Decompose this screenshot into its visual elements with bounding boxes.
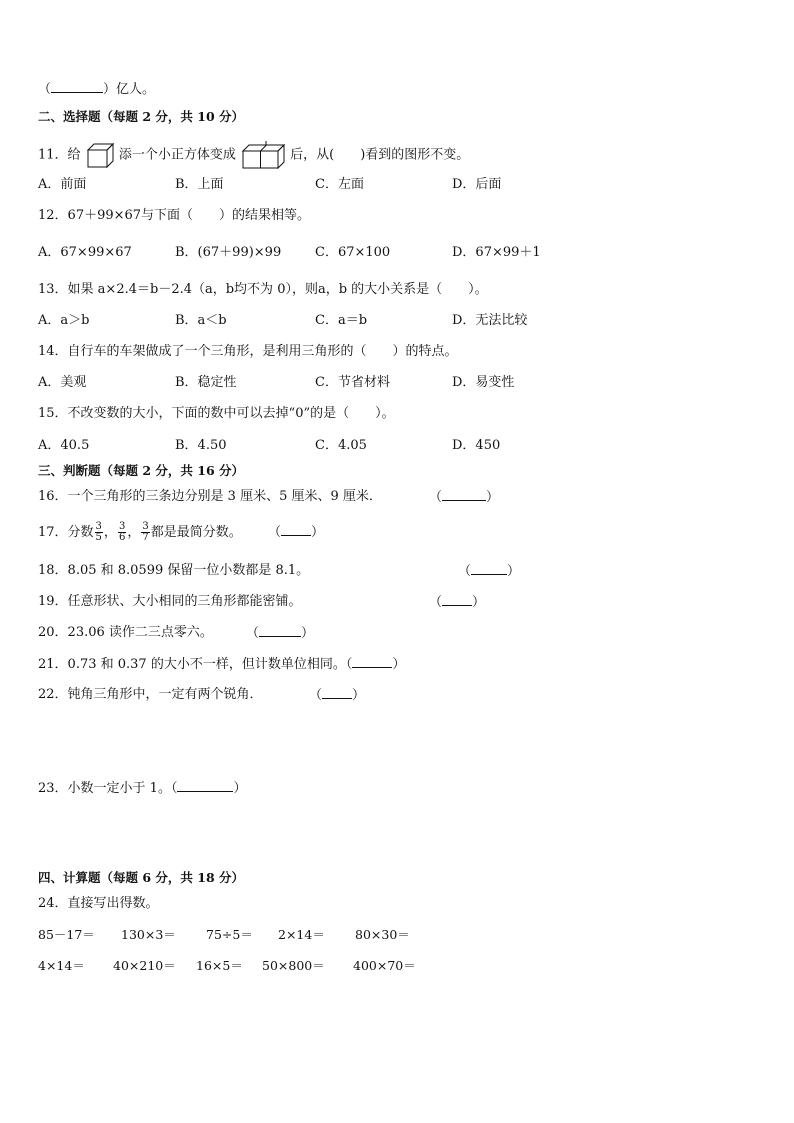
option-13-b: B．a＜b xyxy=(175,313,227,328)
option-13-a: A．a＞b xyxy=(38,313,90,328)
question-20: 20．23.06 读作二三点零六。 xyxy=(38,625,213,640)
section-title-judgement: 三、判断题（每题 2 分，共 16 分） xyxy=(38,463,245,478)
question-11: 11．给 添一个小正方体变成 后，从( )看到的图形不变。 xyxy=(38,140,469,170)
answer-blank xyxy=(281,523,311,536)
option-15-b: B．4.50 xyxy=(175,438,227,453)
fraction-3-5: $\frac{3}{5}$ xyxy=(95,521,102,543)
calc-item: 80×30＝ xyxy=(355,927,410,942)
question-16: 16．一个三角形的三条边分别是 3 厘米、5 厘米、9 厘米． xyxy=(38,489,382,504)
question-18: 18．8.05 和 8.0599 保留一位小数都是 8.1。 xyxy=(38,563,310,578)
calc-item: 40×210＝ xyxy=(113,958,176,973)
option-15-d: D．450 xyxy=(452,438,501,453)
option-14-a: A．美观 xyxy=(38,375,87,390)
answer-blank xyxy=(442,488,486,501)
answer-blank xyxy=(471,562,507,575)
answer-blank xyxy=(322,686,352,699)
answer-16: （ ） xyxy=(429,490,500,505)
fraction-3-7: $\frac{3}{7}$ xyxy=(142,521,149,543)
option-13-d: D．无法比较 xyxy=(452,313,528,328)
question-15: 15．不改变数的大小，下面的数中可以去掉“0”的是（ ）。 xyxy=(38,406,395,421)
option-11-b: B．上面 xyxy=(175,177,224,192)
answer-blank xyxy=(177,779,233,792)
answer-22: （ ） xyxy=(309,688,366,703)
calc-item: 2×14＝ xyxy=(278,927,325,942)
calc-item: 16×5＝ xyxy=(196,958,243,973)
option-14-d: D．易变性 xyxy=(452,375,515,390)
answer-blank xyxy=(442,593,472,606)
option-12-c: C．67×100 xyxy=(315,245,391,260)
option-12-d: D．67×99＋1 xyxy=(452,245,541,260)
option-15-c: C．4.05 xyxy=(315,438,367,453)
answer-blank xyxy=(259,624,301,637)
question-21: 21．0.73 和 0.37 的大小不一样，但计数单位相同。（ ） xyxy=(38,657,406,672)
option-11-d: D．后面 xyxy=(452,177,502,192)
option-15-a: A．40.5 xyxy=(38,438,90,453)
answer-blank xyxy=(352,655,392,668)
answer-blank xyxy=(51,80,103,93)
fraction-3-6: $\frac{3}{6}$ xyxy=(118,521,126,543)
option-11-a: A．前面 xyxy=(38,177,87,192)
question-23: 23．小数一定小于 1。（ ） xyxy=(38,781,247,796)
question-22: 22．钝角三角形中，一定有两个锐角． xyxy=(38,687,263,702)
question-19: 19．任意形状、大小相同的三角形都能密铺。 xyxy=(38,594,302,609)
option-14-c: C．节省材料 xyxy=(315,375,390,390)
calc-item: 75÷5＝ xyxy=(206,927,253,942)
section-title-calculation: 四、计算题（每题 6 分，共 18 分） xyxy=(38,870,245,885)
option-14-b: B．稳定性 xyxy=(175,375,237,390)
question-13: 13．如果 a×2.4＝b－2.4（a，b均不为 0），则a，b 的大小关系是（ ）。 xyxy=(38,282,488,297)
option-12-b: B．(67＋99)×99 xyxy=(175,245,282,260)
answer-18: （ ） xyxy=(458,564,521,579)
calc-item: 130×3＝ xyxy=(121,927,176,942)
calc-item: 4×14＝ xyxy=(38,958,85,973)
option-11-c: C．左面 xyxy=(315,177,364,192)
answer-20: （ ） xyxy=(246,626,315,641)
question-14: 14．自行车的车架做成了一个三角形，是利用三角形的（ ）的特点。 xyxy=(38,344,458,359)
answer-19: （ ） xyxy=(429,595,486,610)
calc-item: 400×70＝ xyxy=(353,958,416,973)
calc-item: 85－17＝ xyxy=(38,927,95,942)
option-12-a: A．67×99×67 xyxy=(38,245,132,260)
section-title-choice: 二、选择题（每题 2 分，共 10 分） xyxy=(38,109,245,124)
calc-item: 50×800＝ xyxy=(262,958,325,973)
two-cubes-icon xyxy=(240,140,286,170)
question-12: 12．67＋99×67与下面（ ）的结果相等。 xyxy=(38,208,311,223)
question-17: 17．分数 $\frac{3}{5}$ ， $\frac{3}{6}$ ， $\frac{3}{7}$ 都是最简分数。 （ ） xyxy=(38,521,325,543)
question-24: 24．直接写出得数。 xyxy=(38,896,159,911)
option-13-c: C．a＝b xyxy=(315,313,368,328)
top-line: （ ）亿人。 xyxy=(38,82,156,97)
single-cube-icon xyxy=(85,141,115,169)
